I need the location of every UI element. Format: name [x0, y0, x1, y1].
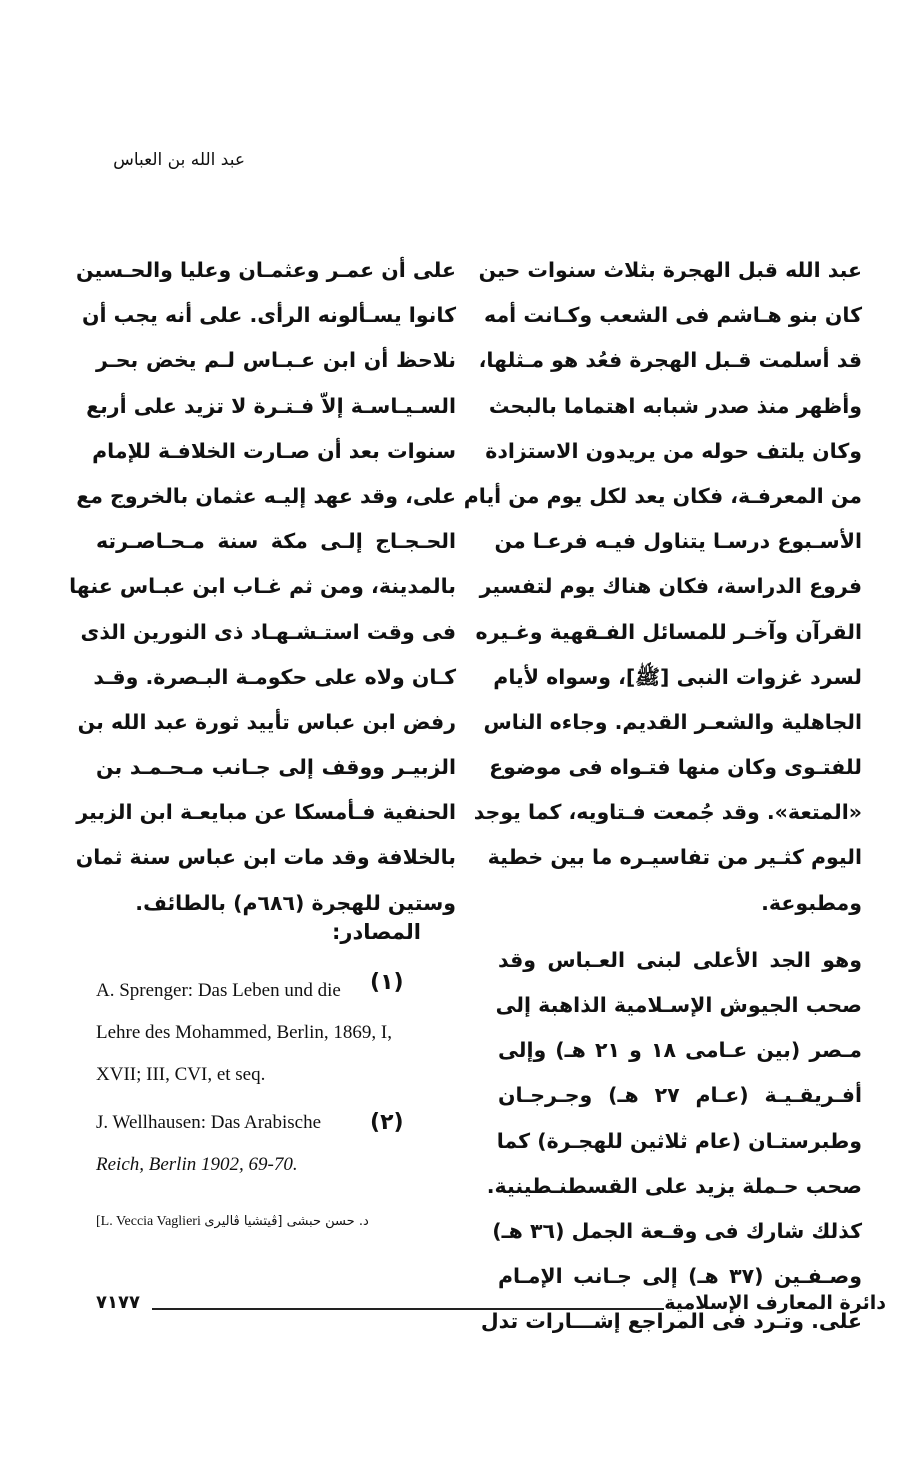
text-line: عبد الله قبل الهجرة بثلاث سنوات حين	[478, 258, 862, 282]
text-line: «المتعة». وقد جُمعت فـتاويه، كما يوجد	[473, 800, 862, 825]
text-line: فى وقت استـشـهـاد ذى النورين الذى	[80, 619, 456, 644]
author-arabic: د. حسن حبشى [ڤيتشيا ڤاليرى	[204, 1214, 369, 1229]
reference-number: (١)	[370, 970, 404, 995]
footer-rule	[152, 1308, 664, 1310]
page-number: ٧١٧٧	[96, 1292, 140, 1313]
text-line: اليوم كثـير من تفاسيـره ما بين خطية	[487, 845, 862, 870]
reference-list	[96, 970, 426, 1192]
text-line: رفض ابن عباس تأييد ثورة عبد الله بن	[77, 709, 456, 734]
text-line: صحب الجيوش الإسـلامية الذاهبة إلى	[495, 993, 862, 1017]
text-line: كذلك شارك فى وقـعة الجمل (٣٦ هـ)	[492, 1218, 862, 1243]
text-line: وكان يلتف حوله من يريدون الاستزادة	[485, 438, 862, 463]
text-line: السـيـاسـة إلاّ فـتـرة لا تزيد على أربع	[86, 393, 456, 418]
text-line: الجاهلية والشعـر القديم. وجاءه الناس	[483, 709, 862, 734]
text-line: فروع الدراسة، فكان هناك يوم لتفسير	[479, 574, 862, 599]
reference-item	[96, 1102, 426, 1186]
text-line: للفتـوى وكان منها فتـواه فى موضوع	[489, 755, 862, 780]
running-head: عبد الله بن العباس	[113, 150, 245, 170]
reference-item	[96, 970, 426, 1096]
text-line: الحـجـاج إلـى مكة سنة مـحـاصـرته	[96, 529, 456, 554]
text-line: لسرد غزوات النبى [ﷺ]، وسواه لأيام	[493, 664, 862, 689]
text-line: كـان ولاه على حكومـة البـصرة. وقـد	[93, 664, 456, 689]
text-line: على، وقد عهد إليـه عثمان بالخروج مع	[76, 483, 456, 508]
text-line: مـصر (بين عـامى ١٨ و ٢١ هـ) وإلى	[498, 1038, 862, 1063]
author-latin: [L. Veccia Vaglieri	[96, 1214, 201, 1229]
sources-heading: المصادر:	[331, 920, 421, 944]
reference-line: Lehre des Mohammed, Berlin, 1869, I,	[96, 1022, 393, 1043]
encyclopedia-title: دائرة المعارف الإسلامية	[664, 1292, 886, 1314]
right-column	[463, 248, 862, 1345]
text-line: أفـريقـيـة (عـام ٢٧ هـ) وجـرجـان	[498, 1083, 862, 1108]
paragraph-1	[463, 248, 862, 926]
text-line: على. وتـرد فى المراجع إشـــارات تدل	[480, 1309, 862, 1334]
left-column	[69, 248, 456, 926]
reference-line: Reich, Berlin 1902, 69-70.	[96, 1154, 298, 1175]
text-line: من المعرفـة، فكان يعد لكل يوم من أيام	[463, 483, 862, 508]
text-line: على أن عمـر وعثمـان وعليا والحـسين	[76, 258, 456, 282]
text-line: وستين للهجرة (٦٨٦م) بالطائف.	[135, 890, 456, 915]
reference-line: J. Wellhausen: Das Arabische	[96, 1112, 322, 1133]
text-line: وصـفـين (٣٧ هـ) إلى جـانب الإمـام	[498, 1264, 862, 1289]
text-line: الأسـبوع درسـا يتناول فيـه فرعـا من	[494, 529, 862, 554]
text-line: وطبرستـان (عام ثلاثين للهجـرة) كما	[496, 1128, 862, 1153]
text-line: وأظهر منذ صدر شبابه اهتماما بالبحث	[488, 393, 862, 418]
text-line: وهو الجد الأعلى لبنى العـباس وقد	[498, 947, 862, 972]
text-line: القرآن وآخـر للمسائل الفـقهية وغـيره	[475, 619, 862, 644]
article-author	[96, 1214, 426, 1230]
text-line: الزبيـر ووقف إلى جـانب مـحـمـد بن	[96, 755, 456, 780]
reference-line: A. Sprenger: Das Leben und die	[96, 980, 341, 1001]
text-line: بالخلافة وقد مات ابن عباس سنة ثمان	[75, 845, 456, 870]
text-line: الحنفية فـأمسكا عن مبايعـة ابن الزبير	[76, 800, 456, 825]
page-footer	[96, 1292, 886, 1322]
text-line: صحب حـملة يزيد على القسطنـطينية.	[486, 1173, 862, 1198]
text-line: كانوا يسـألونه الرأى. على أنه يجب أن	[81, 303, 456, 328]
text-line: بالمدينة، ومن ثم غـاب ابن عبـاس عنها	[69, 574, 456, 599]
text-line: قد أسلمت قـبل الهجرة فعُد هو مـثلها،	[478, 348, 862, 373]
text-line: كان بنو هـاشم فى الشعب وكـانت أمه	[484, 303, 862, 328]
text-line: سنوات بعد أن صـارت الخلافـة للإمام	[92, 438, 456, 463]
text-line: ومطبوعة.	[761, 890, 862, 915]
text-line: نلاحظ أن ابن عـبـاس لـم يخض بحـر	[96, 348, 456, 373]
paragraph-2	[480, 938, 862, 1345]
reference-line: XVII; III, CVI, et seq.	[96, 1064, 266, 1085]
reference-number: (٢)	[370, 1110, 404, 1135]
